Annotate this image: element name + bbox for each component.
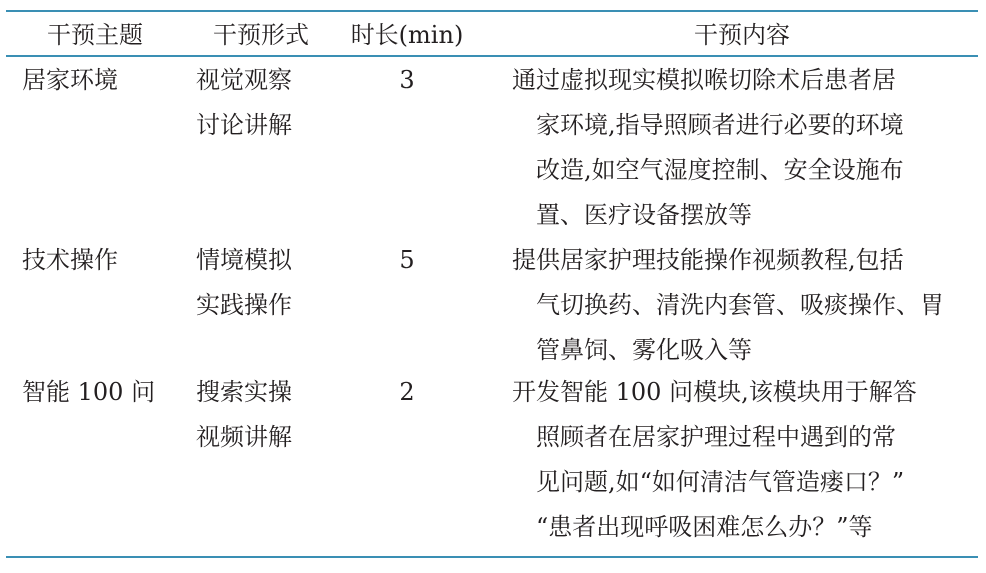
row-content (512, 238, 972, 373)
row-topic: 技术操作 (22, 246, 118, 274)
row-form-line: 视频讲解 (196, 423, 292, 451)
row-topic: 智能 100 问 (22, 378, 156, 406)
row-content (512, 370, 972, 550)
row-content-line: 提供居家护理技能操作视频教程,包括 (512, 246, 904, 274)
table-header-rule (6, 55, 978, 57)
row-form-line: 讨论讲解 (196, 111, 292, 139)
header-content: 干预内容 (694, 21, 790, 49)
table-bottom-rule (6, 556, 978, 558)
row-content-line: 改造,如空气湿度控制、安全设施布 (536, 156, 904, 184)
row-form-line: 视觉观察 (196, 66, 292, 94)
table-top-rule (6, 10, 978, 12)
row-form-line: 实践操作 (196, 291, 292, 319)
row-form-line: 搜索实操 (196, 378, 292, 406)
row-form (196, 370, 326, 460)
row-content-line: 气切换药、清洗内套管、吸痰操作、胃 (536, 291, 944, 319)
header-duration: 时长(min) (350, 21, 464, 49)
row-content-line: “患者出现呼吸困难怎么办？”等 (536, 513, 873, 541)
row-content-line: 家环境,指导照顾者进行必要的环境 (536, 111, 904, 139)
row-duration: 2 (399, 378, 415, 406)
row-content-line: 置、医疗设备摆放等 (536, 201, 752, 229)
row-duration: 3 (399, 66, 415, 94)
row-content-line: 见问题,如“如何清洁气管造瘘口？” (536, 468, 905, 496)
row-content-line: 管鼻饲、雾化吸入等 (536, 336, 752, 364)
row-content (512, 58, 972, 238)
row-content-line: 照顾者在居家护理过程中遇到的常 (536, 423, 896, 451)
row-content-line: 开发智能 100 问模块,该模块用于解答 (512, 378, 917, 406)
row-topic: 居家环境 (22, 66, 118, 94)
row-content-line: 通过虚拟现实模拟喉切除术后患者居 (512, 66, 896, 94)
row-form (196, 58, 326, 148)
row-duration: 5 (399, 246, 415, 274)
row-form (196, 238, 326, 328)
header-form: 干预形式 (213, 21, 309, 49)
row-form-line: 情境模拟 (196, 246, 292, 274)
header-topic: 干预主题 (47, 21, 143, 49)
